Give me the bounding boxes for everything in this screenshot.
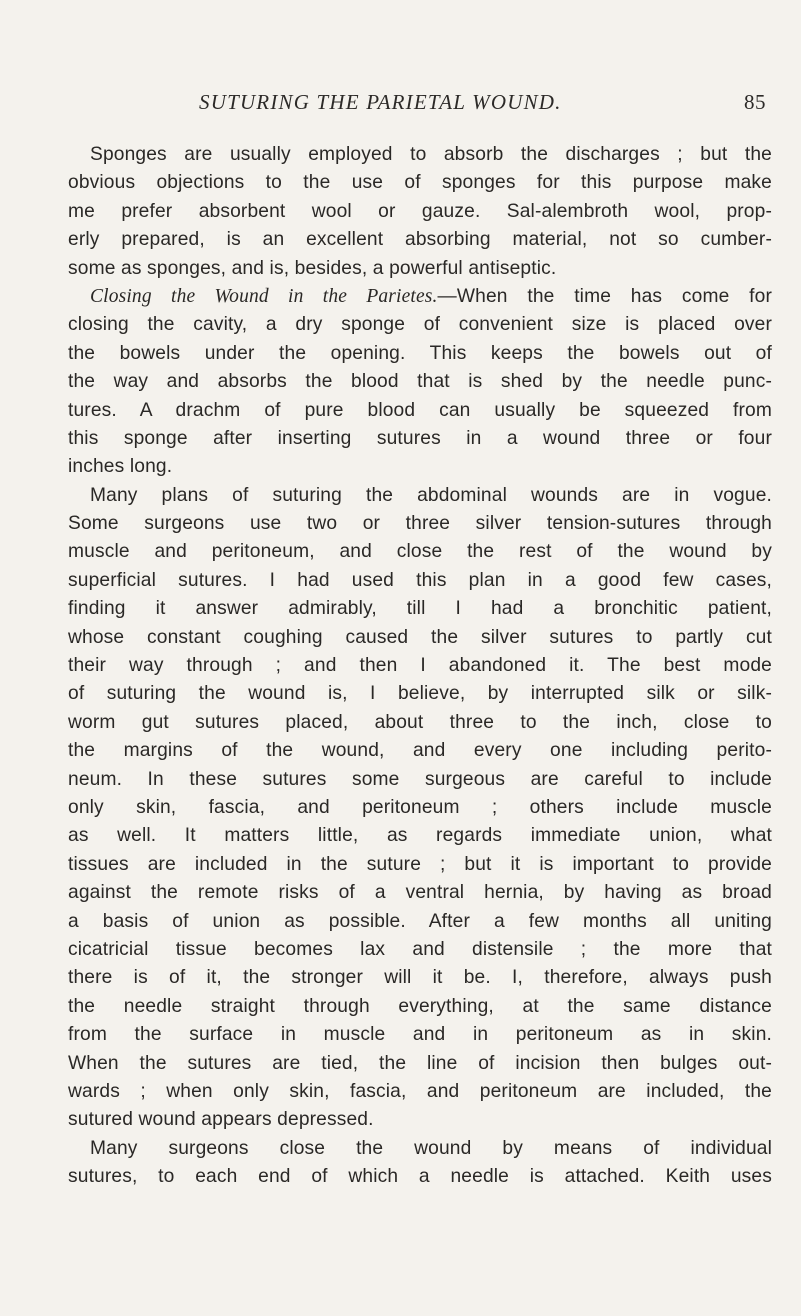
text-line: Sponges are usually employed to absorb the discharges ; but the [90, 144, 772, 165]
text-line: Some surgeons use two or three silver tension-sutures through [68, 513, 772, 535]
running-header [68, 90, 772, 118]
section-heading-continuation: —When the time has come for [437, 285, 772, 307]
text-line: sutures, to each end of which a needle is attached. Keith uses [68, 1166, 772, 1188]
text-line: some as sponges, and is, besides, a powerful antiseptic. [68, 257, 557, 279]
text-line: erly prepared, is an excellent absorbing material, not so cumber- [68, 229, 772, 251]
section-heading-line [68, 283, 772, 311]
text-line: tissues are included in the suture ; but it is important to provide [68, 853, 772, 875]
text-line: there is of it, the stronger will it be. I, therefore, always push [68, 967, 772, 989]
text-line: whose constant coughing caused the silver sutures to partly cut [68, 626, 772, 648]
page-number: 85 [744, 90, 766, 114]
text-line: me prefer absorbent wool or gauze. Sal-alembroth wool, prop- [68, 200, 772, 222]
text-line: the margins of the wound, and every one including perito- [68, 740, 772, 762]
text-line: the way and absorbs the blood that is shed by the needle punc- [68, 371, 772, 393]
text-line: muscle and peritoneum, and close the rest of the wound by [68, 541, 772, 563]
text-line: neum. In these sutures some surgeous are careful to include [68, 768, 772, 790]
text-line: of suturing the wound is, I believe, by interrupted silk or silk- [68, 683, 772, 705]
text-line: When the sutures are tied, the line of incision then bulges out- [68, 1052, 772, 1074]
text-line: inches long. [68, 456, 173, 478]
text-line: wards ; when only skin, fascia, and peritoneum are included, the [68, 1080, 772, 1102]
text-line: Many plans of suturing the abdominal wounds are in vogue. [90, 484, 772, 506]
text-line: worm gut sutures placed, about three to the inch, close to [68, 711, 772, 733]
text-line: cicatricial tissue becomes lax and distensile ; the more that [68, 938, 772, 960]
text-line: their way through ; and then I abandoned it. The best mode [68, 655, 772, 677]
text-line: this sponge after inserting sutures in a wound three or four [68, 427, 772, 449]
section-heading: Closing the Wound in the Parietes. [90, 285, 438, 307]
running-title: SUTURING THE PARIETAL WOUND. [199, 90, 562, 114]
text-line: finding it answer admirably, till I had a bronchitic patient, [68, 598, 772, 620]
text-line: Many surgeons close the wound by means of individual [90, 1137, 772, 1159]
text-line: the needle straight through everything, at the same distance [68, 995, 772, 1017]
text-line: the bowels under the opening. This keeps the bowels out of [68, 342, 772, 364]
text-line: obvious objections to the use of sponges for this purpose make [68, 172, 772, 194]
body-text [68, 141, 772, 1191]
text-line: only skin, fascia, and peritoneum ; others include muscle [68, 796, 772, 818]
text-line: a basis of union as possible. After a few months all uniting [68, 910, 772, 932]
text-line: closing the cavity, a dry sponge of convenient size is placed over [68, 314, 772, 336]
text-line: as well. It matters little, as regards immediate union, what [68, 825, 772, 847]
text-line: against the remote risks of a ventral hernia, by having as broad [68, 882, 772, 904]
text-line: superficial sutures. I had used this plan in a good few cases, [68, 569, 772, 591]
text-line: sutured wound appears depressed. [68, 1109, 374, 1131]
text-line: tures. A drachm of pure blood can usually be squeezed from [68, 399, 772, 421]
text-line: from the surface in muscle and in peritoneum as in skin. [68, 1024, 772, 1046]
